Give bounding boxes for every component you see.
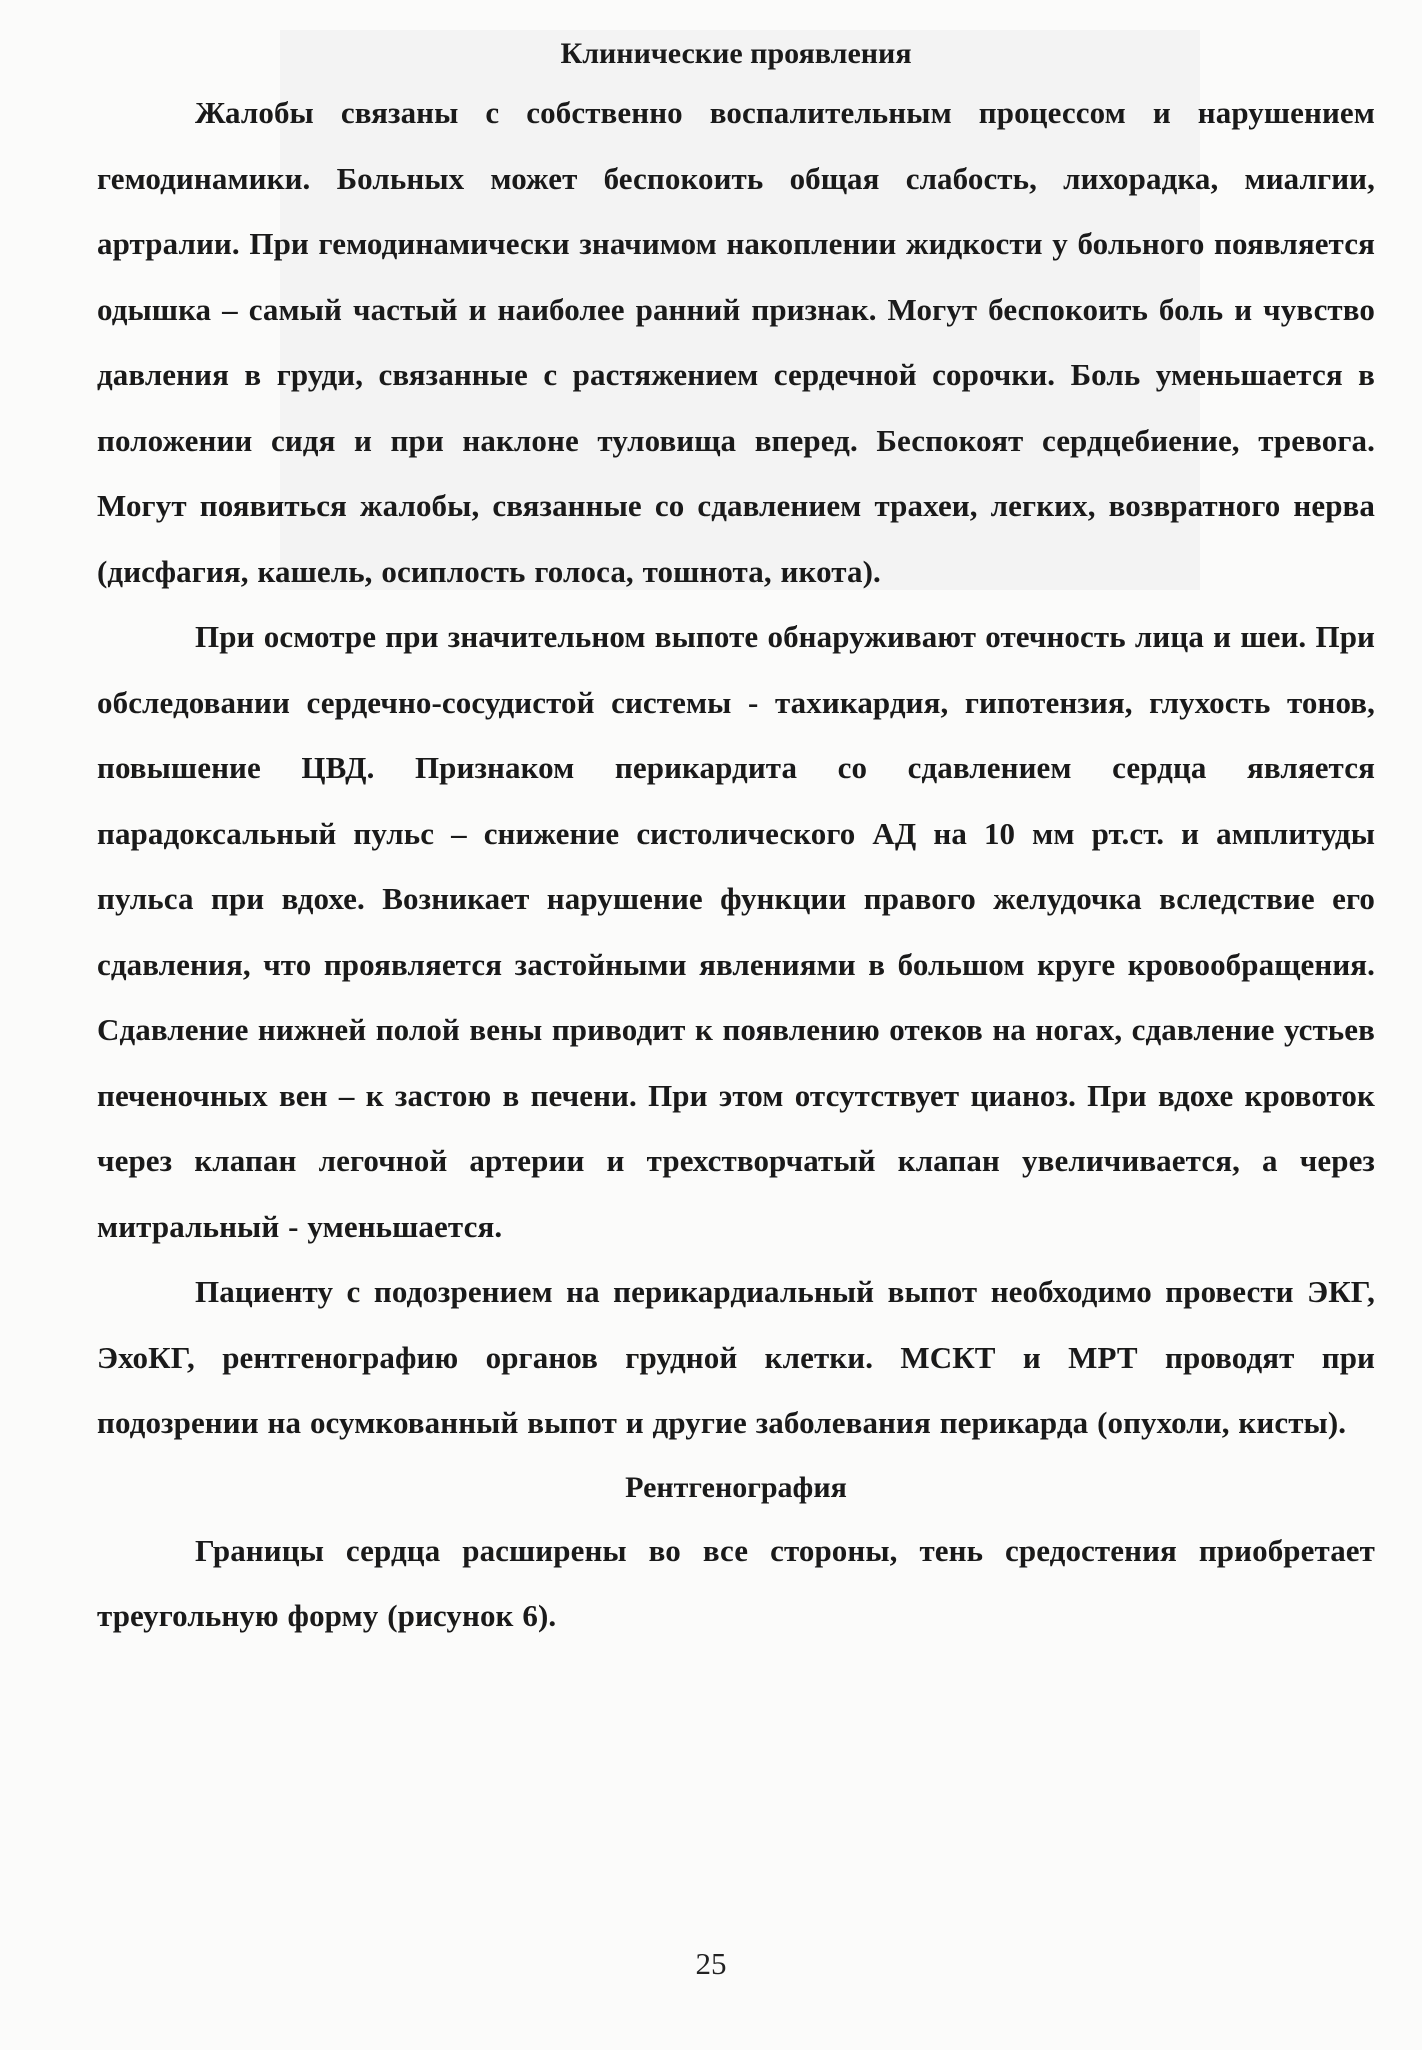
paragraph-complaints: Жалобы связаны с собственно воспалительным процессом и нарушением гемодинамики. Больных может беспокоить общая слабость, лихорадка, миалгии, артралии. При гемодинамически значимом накоплении жидкости у больного появляется одышка – самый частый и наиболее ранний признак. Могут беспокоить боль и чувство давления в груди, связанные с растяжением сердечной сорочки. Боль уменьшается в положении сидя и при наклоне туловища вперед. Беспокоят сердцебиение, тревога. Могут появиться жалобы, связанные со сдавлением трахеи, легких, возвратного нерва (дисфагия, кашель, осиплость голоса, тошнота, икота). [97,95,1375,589]
paragraph-diagnostics: Пациенту с подозрением на перикардиальный выпот необходимо провести ЭКГ, ЭхоКГ, рентгенографию органов грудной клетки. МСКТ и МРТ проводят при подозрении на осумкованный выпот и другие заболевания перикарда (опухоли, кисты). [97,1274,1375,1440]
section-title: Клинические проявления [560,37,912,70]
document-body [97,28,1375,1649]
page-number: 25 [695,1946,727,1981]
paragraph-examination: При осмотре при значительном выпоте обнаруживают отечность лица и шеи. При обследовании сердечно-сосудистой системы - тахикардия, гипотензия, глухость тонов, повышение ЦВД. Признаком перикардита со сдавлением сердца является парадоксальный пульс – снижение систолического АД на 10 мм рт.ст. и амплитуды пульса при вдохе. Возникает нарушение функции правого желудочка вследствие его сдавления, что проявляется застойными явлениями в большом круге кровообращения. Сдавление нижней полой вены приводит к появлению отеков на ногах, сдавление устьев печеночных вен – к застою в печени. При этом отсутствует цианоз. При вдохе кровоток через клапан легочной артерии и трехстворчатый клапан увеличивается, а через митральный - уменьшается. [97,619,1375,1244]
subsection-title: Рентгенография [625,1470,847,1504]
paragraph-radiography: Границы сердца расширены во все стороны, тень средостения приобретает треугольную форму (рисунок 6). [97,1532,1375,1633]
